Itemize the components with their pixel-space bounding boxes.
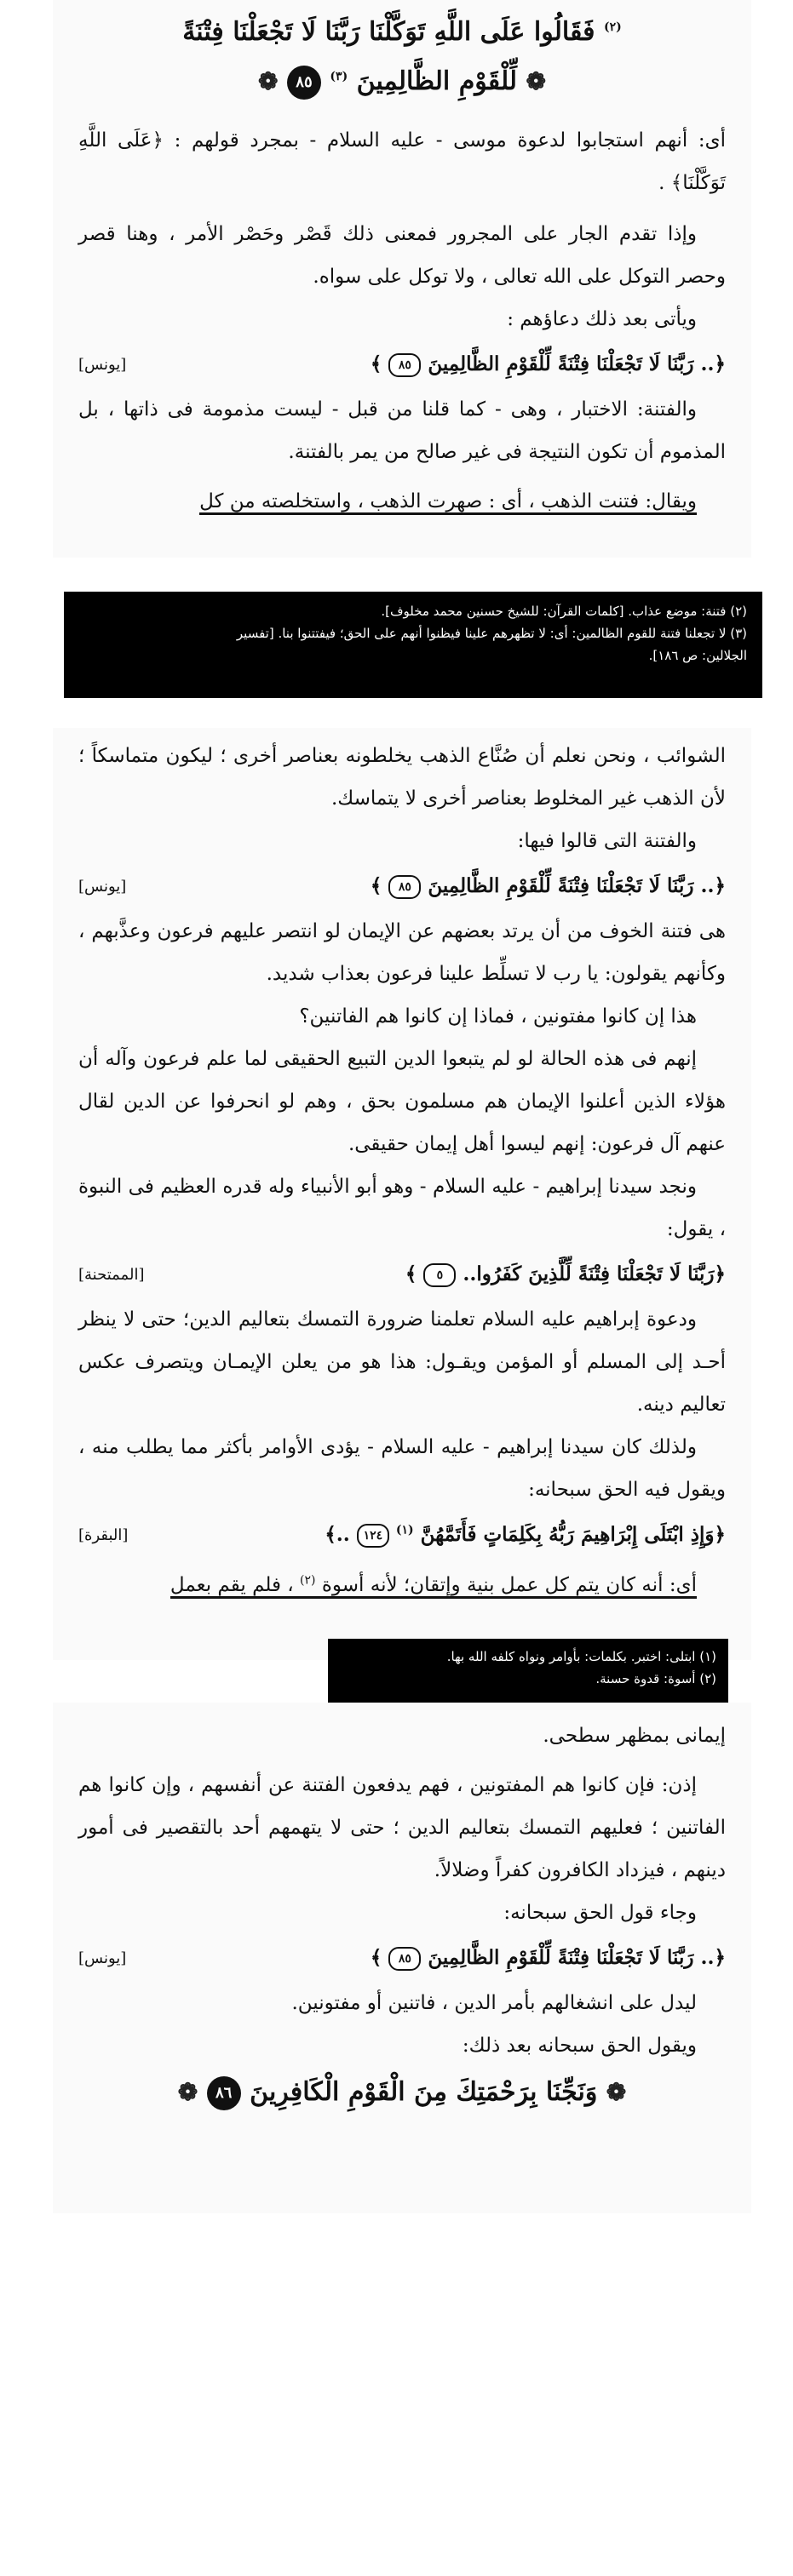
ayah-number: ٨٥ <box>388 1947 421 1971</box>
verse-text: لِّلْقَوْمِ الظَّالِمِينَ <box>356 66 518 96</box>
paragraph-text: أى: أنه كان يتم كل عمل بنية وإتقان؛ لأنه أسوة <box>321 1573 697 1596</box>
page-section-1 <box>53 0 751 558</box>
verse-quote <box>405 1262 726 1287</box>
ayah-number: ٨٦ <box>207 2076 241 2110</box>
paragraph: وإذا تقدم الجار على المجرور فمعنى ذلك قَصْر وحَصْر الأمر ، وهنا قصر وحصر التوكل على الله تعالى ، ولا توكل على سواه. <box>78 223 726 288</box>
paragraph: هى فتنة الخوف من أن يرتد بعضهم عن الإيمان لو انتصر عليهم فرعون وعذَّبهم ، وكأنهم يقولون: يا رب لا تسلِّط علينا فرعون بعذاب شديد. <box>78 920 726 985</box>
footnote: (٣) لا تجعلنا فتنة للقوم الظالمين: أى: لا تظهرهم علينا فيظنوا أنهم على الحق؛ فيفتتنوا بنا. [تفسير <box>236 626 747 641</box>
verse-quote <box>371 1946 726 1971</box>
paragraph: إذن: فإن كانوا هم المفتونين ، فهم يدفعون الفتنة عن أنفسهم ، وإن كانوا هم الفاتنين ؛ فعليهم التمسك بتعاليم الدين ؛ حتى لا يتهمهم أحد بالتقصير فى أمور دينهم ، فيزداد الكافرون كفراً وضلالاً. <box>78 1774 726 1881</box>
paragraph: والفتنة: الاختبار ، وهى - كما قلنا من قبل - ليست مذمومة فى ذاتها ، بل المذموم أن تكون النتيجة فى غير صالح من يمر بالفتنة. <box>78 398 726 463</box>
ornament-icon: ❁ <box>606 2078 627 2106</box>
verse-bracket: ﴾ <box>405 1262 417 1285</box>
surah-reference: [يونس] <box>78 355 127 374</box>
paragraph: والفتنة التى قالوا فيها: <box>517 830 697 852</box>
paragraph: ليدل على انشغالهم بأمر الدين ، فاتنين أو مفتونين. <box>291 1992 697 2014</box>
footnotes-block <box>328 1639 728 1703</box>
ayah-number: ٨٥ <box>388 353 421 377</box>
ayah-number: ١٢٤ <box>357 1524 389 1548</box>
footnote: (٢) فتنة: موضع عذاب. [كلمات القرآن: للشيخ حسنين محمد مخلوف]. <box>381 604 747 619</box>
verse-text: وَنَجِّنَا بِرَحْمَتِكَ مِنَ الْقَوْمِ الْكَافِرِينَ <box>250 2077 598 2107</box>
verse-text: ﴿.. رَبَّنَا لَا تَجْعَلْنَا فِتْنَةً لِّلْقَوْمِ الظَّالِمِينَ <box>428 873 726 897</box>
ornament-icon: ❁ <box>526 67 546 95</box>
verse-text: ﴿.. رَبَّنَا لَا تَجْعَلْنَا فِتْنَةً لِّلْقَوْمِ الظَّالِمِينَ <box>428 1945 726 1969</box>
paragraph-text: ، فلم يقم بعمل <box>170 1573 294 1596</box>
paragraph: الشوائب ، ونحن نعلم أن صُنَّاع الذهب يخلطونه بعناصر أخرى ؛ ليكون متماسكاً ؛ لأن الذهب غير المخلوط بعناصر أخرى لا يتماسك. <box>78 745 726 810</box>
ayah-number: ٨٥ <box>388 875 421 899</box>
paragraph: هذا إن كانوا مفتونين ، فماذا إن كانوا هم الفاتنين؟ <box>299 1005 697 1028</box>
verse-row <box>53 341 751 388</box>
verse-text: ﴿وَإِذِ ابْتَلَى إِبْرَاهِيمَ رَبُّهُ بِكَلِمَاتٍ فَأَتَمَّهُنَّ <box>420 1522 726 1546</box>
header-verse <box>53 0 751 104</box>
footnote-marker: (٢) <box>603 20 622 34</box>
verse-bracket: ﴾ <box>370 873 382 897</box>
ornament-icon: ❁ <box>258 67 279 95</box>
verse-bracket: ..﴾ <box>325 1522 350 1546</box>
paragraph: وجاء قول الحق سبحانه: <box>503 1902 697 1924</box>
verse-row <box>53 1251 751 1298</box>
paragraph <box>170 1574 697 1599</box>
paragraph: ولذلك كان سيدنا إبراهيم - عليه السلام - يؤدى الأوامر بأكثر مما يطلب منه ، ويقول فيه الحق سبحانه: <box>78 1436 726 1501</box>
verse-quote <box>325 1523 726 1548</box>
page-section-2 <box>53 728 751 1660</box>
paragraph: ونجد سيدنا إبراهيم - عليه السلام - وهو أبو الأنبياء وله قدره العظيم فى النبوة ، يقول: <box>78 1176 726 1240</box>
paragraph: إنهم فى هذه الحالة لو لم يتبعوا الدين التبيع الحقيقى لما علم فرعون وآله أن هؤلاء الذين أعلنوا الإيمان هم مسلمون بحق ، وهم لو انحرفوا عن الدين لقال عنهم آل فرعون: إنهم ليسوا أهل إيمان حقيقى. <box>78 1048 726 1155</box>
footnote: الجلالين: ص ١٨٦]. <box>648 648 747 663</box>
bottom-verse <box>53 2067 751 2118</box>
footnote: (٢) أسوة: قدوة حسنة. <box>595 1671 716 1686</box>
paragraph: إيمانى بمظهر سطحى. <box>543 1725 726 1747</box>
verse-row <box>53 1511 751 1559</box>
footnote-marker: (٣) <box>330 70 348 83</box>
surah-reference: [البقرة] <box>78 1526 129 1544</box>
paragraph: ويقال: فتنت الذهب ، أى : صهرت الذهب ، واستخلصته من كل <box>199 490 697 515</box>
verse-text: ﴿.. رَبَّنَا لَا تَجْعَلْنَا فِتْنَةً لِّلْقَوْمِ الظَّالِمِينَ <box>428 352 726 375</box>
paragraph: أى: أنهم استجابوا لدعوة موسى - عليه السلام - بمجرد قولهم : ﴿عَلَى اللَّهِ تَوَكَّلْنَا﴾ . <box>78 129 726 194</box>
verse-text: فَقَالُوا عَلَى اللَّهِ تَوَكَّلْنَا رَبَّنَا لَا تَجْعَلْنَا فِتْنَةً <box>182 17 595 47</box>
verse-text: ﴿رَبَّنَا لَا تَجْعَلْنَا فِتْنَةً لِّلَّذِينَ كَفَرُوا.. <box>463 1262 726 1285</box>
verse-quote <box>371 352 726 377</box>
surah-reference: [يونس] <box>78 877 127 896</box>
page-section-3 <box>53 1703 751 2213</box>
footnote-marker: (٢) <box>300 1573 316 1587</box>
verse-bracket: ﴾ <box>370 1945 382 1969</box>
ayah-number: ٨٥ <box>287 66 321 100</box>
paragraph: ودعوة إبراهيم عليه السلام تعلمنا ضرورة التمسك بتعاليم الدين؛ حتى لا ينظر أحـد إلى المسلم أو المؤمن ويقـول: هذا هو من يعلن الإيمـان ويتصرف عكس تعاليم دينه. <box>78 1308 726 1416</box>
verse-row <box>53 862 751 910</box>
ayah-number: ٥ <box>423 1263 456 1287</box>
ornament-icon: ❁ <box>177 2078 198 2106</box>
footnotes-block <box>64 592 762 698</box>
verse-quote <box>371 874 726 899</box>
surah-reference: [الممتحنة] <box>78 1265 145 1284</box>
paragraph: ويقول الحق سبحانه بعد ذلك: <box>462 2035 697 2057</box>
footnote-marker: (١) <box>395 1522 414 1537</box>
footnote: (١) ابتلى: اختبر. بكلمات: بأوامر ونواه كلفه الله بها. <box>446 1649 716 1664</box>
verse-bracket: ﴾ <box>370 352 382 375</box>
verse-row <box>53 1934 751 1982</box>
surah-reference: [يونس] <box>78 1949 127 1967</box>
paragraph: ويأتى بعد ذلك دعاؤهم : <box>507 308 697 330</box>
